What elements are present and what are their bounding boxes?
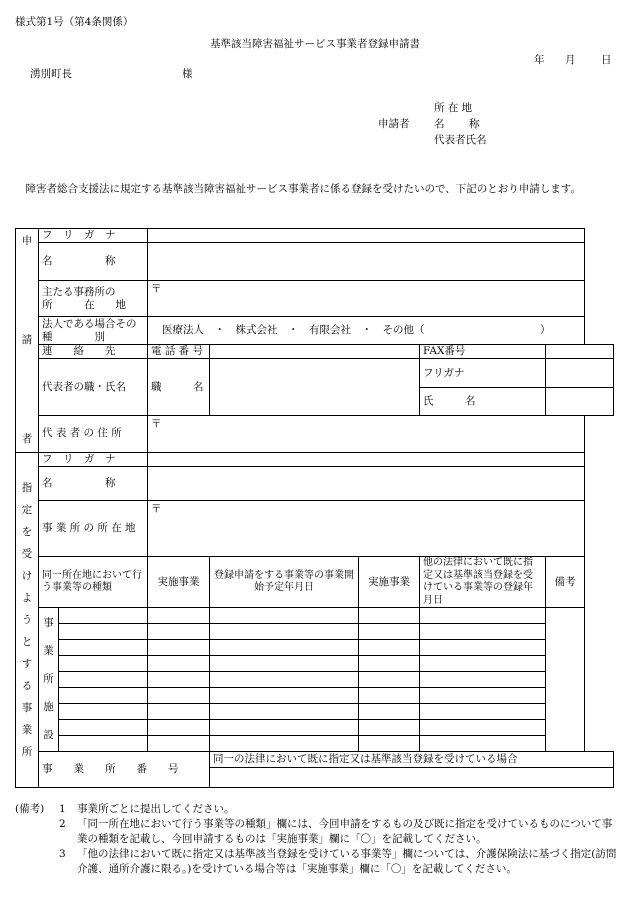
impl2-cell[interactable] [359, 656, 420, 672]
col-header-start-date: 登録申請をする事業等の事業開始予定年月日 [210, 557, 359, 608]
fax-field[interactable] [546, 345, 614, 359]
facility-side-label [16, 453, 39, 788]
side-char: す [21, 657, 33, 670]
remarks-cell[interactable] [546, 608, 585, 752]
side-char: よ [21, 591, 33, 604]
form-number: 様式第1号（第4条関係） [15, 16, 134, 28]
position-label: 職 名 [148, 359, 210, 416]
sub-side-char: 業 [43, 645, 54, 658]
side-char: 所 [21, 745, 33, 758]
impl-cell[interactable] [148, 624, 210, 640]
side-char: け [21, 569, 33, 582]
impl2-cell[interactable] [359, 736, 420, 752]
start-date-cell[interactable] [210, 704, 359, 720]
applicant-address-label: 所 在 地 [434, 102, 473, 114]
impl-cell[interactable] [148, 608, 210, 624]
col-header-impl2: 実施事業 [359, 557, 420, 608]
applicant-name-label: 名 称 [434, 118, 480, 130]
side-char: と [21, 635, 33, 648]
date-year: 年 [534, 54, 545, 66]
notes-label: (備考) [15, 803, 45, 815]
person-name-label: 氏 名 [420, 388, 546, 416]
person-name-field[interactable] [546, 388, 614, 416]
facility-name-label: 名 称 [39, 467, 148, 501]
note-item: (備考) 1 事業所ごとに提出してください。 [15, 803, 235, 815]
side-char: 業 [21, 723, 33, 736]
impl-cell[interactable] [148, 720, 210, 736]
name-label: 名 称 [39, 243, 148, 281]
type-cell[interactable] [59, 704, 148, 720]
other-law-cell[interactable] [420, 624, 546, 640]
rep-furigana-label: フリガナ [420, 359, 546, 388]
other-law-cell[interactable] [420, 608, 546, 624]
office-number-label: 事 業 所 番 号 [39, 752, 210, 788]
impl-cell[interactable] [148, 704, 210, 720]
side-char: 定 [21, 503, 33, 516]
impl-cell[interactable] [148, 688, 210, 704]
contact-label: 連 絡 先 [39, 345, 148, 359]
sub-side-char: 施 [43, 701, 54, 714]
applicant-label: 申請者 [378, 118, 410, 130]
rep-address-label: 代 表 者 の 住 所 [39, 416, 148, 453]
facility-sub-side-label [39, 608, 59, 752]
side-char: を [21, 525, 33, 538]
notes [15, 802, 617, 877]
note-item: 3 「他の法律において既に指定又は基準該当登録を受けている事業等」欄については、介護保険法に基づく指定(訪問介護、通所介護に限る。)を受けている場合等は「実施事業」欄に「〇」を記載してください。 [59, 847, 617, 875]
impl2-cell[interactable] [359, 624, 420, 640]
main-office-field[interactable] [148, 281, 585, 317]
side-char: る [21, 679, 33, 692]
side-char: 指 [21, 481, 33, 494]
col-header-remarks: 備考 [546, 557, 585, 608]
impl2-cell[interactable] [359, 672, 420, 688]
postal-mark: 〒 [151, 283, 162, 296]
applicant-side-label: 申 請 者 [16, 229, 39, 453]
other-law-cell[interactable] [420, 720, 546, 736]
impl2-cell[interactable] [359, 608, 420, 624]
start-date-cell[interactable] [210, 608, 359, 624]
type-cell[interactable] [59, 688, 148, 704]
corp-type-options[interactable]: 医療法人 ・ 株式会社 ・ 有限会社 ・ その他（ ） [148, 317, 585, 345]
addressee: 湧別町長 [30, 68, 72, 80]
sub-side-char: 設 [43, 729, 54, 742]
start-date-cell[interactable] [210, 656, 359, 672]
type-cell[interactable] [59, 720, 148, 736]
facility-furigana-field[interactable] [148, 453, 585, 467]
intro-text: 障害者総合支援法に規定する基準該当障害福祉サービス事業者に係る登録を受けたいので、下記のとおり申請します。 [25, 183, 581, 195]
applicant-rep-label: 代表者氏名 [434, 134, 487, 146]
other-law-cell[interactable] [420, 672, 546, 688]
side-char: 事 [21, 701, 33, 714]
type-cell[interactable] [59, 736, 148, 752]
page-title: 基準該当障害福祉サービス事業者登録申請書 [210, 38, 420, 50]
side-char: う [21, 613, 33, 626]
application-table [15, 228, 614, 788]
furigana-field[interactable] [148, 229, 585, 243]
impl-cell[interactable] [148, 736, 210, 752]
main-office-label: 主たる事務所の 所 在 地 [39, 281, 148, 317]
phone-label: 電 話 番 号 [148, 345, 210, 359]
start-date-cell[interactable] [210, 624, 359, 640]
type-cell[interactable] [59, 656, 148, 672]
side-char: 受 [21, 547, 33, 560]
impl2-cell[interactable] [359, 640, 420, 656]
name-field[interactable] [148, 243, 585, 281]
start-date-cell[interactable] [210, 736, 359, 752]
start-date-cell[interactable] [210, 720, 359, 736]
rep-title-name-label: 代表者の職・氏名 [39, 359, 148, 416]
office-number-note: 同一の法律において既に指定又は基準該当登録を受けている場合 [210, 752, 614, 768]
furigana-label: フ リ ガ ナ [39, 229, 148, 243]
col-header-impl: 実施事業 [148, 557, 210, 608]
facility-address-field[interactable] [148, 501, 585, 557]
other-law-cell[interactable] [420, 704, 546, 720]
type-cell[interactable] [59, 624, 148, 640]
other-law-cell[interactable] [420, 688, 546, 704]
fax-label: FAX番号 [420, 345, 546, 359]
impl2-cell[interactable] [359, 720, 420, 736]
impl-cell[interactable] [148, 640, 210, 656]
other-law-cell[interactable] [420, 640, 546, 656]
postal-mark: 〒 [151, 418, 162, 430]
start-date-cell[interactable] [210, 640, 359, 656]
start-date-cell[interactable] [210, 688, 359, 704]
other-law-cell[interactable] [420, 736, 546, 752]
office-number-field[interactable] [210, 768, 614, 788]
impl-cell[interactable] [148, 672, 210, 688]
start-date-cell[interactable] [210, 672, 359, 688]
impl2-cell[interactable] [359, 704, 420, 720]
type-cell[interactable] [59, 672, 148, 688]
type-cell[interactable] [59, 640, 148, 656]
rep-furigana-field[interactable] [546, 359, 614, 388]
date-day: 日 [601, 54, 612, 66]
impl-cell[interactable] [148, 656, 210, 672]
type-cell[interactable] [59, 608, 148, 624]
facility-furigana-label: フ リ ガ ナ [39, 453, 148, 467]
sub-side-char: 所 [43, 673, 54, 686]
note-item: 2 「同一所在地において行う事業等の種類」欄には、今回申請をするもの及び既に指定を受けているものについて事業の種類を記載し、今回申請するものは「実施事業」欄に「〇」を記載してください。 [59, 817, 613, 845]
phone-field[interactable] [210, 345, 420, 359]
honorific: 様 [182, 68, 193, 80]
facility-name-field[interactable] [148, 467, 585, 501]
other-law-cell[interactable] [420, 656, 546, 672]
sub-side-char: 事 [43, 617, 54, 630]
corp-type-label: 法人である場合その 種 別 [39, 317, 148, 345]
col-header-types: 同一所在地において行う事業等の種類 [39, 557, 148, 608]
impl2-cell[interactable] [359, 688, 420, 704]
position-field[interactable] [210, 359, 420, 416]
col-header-other-law: 他の法律において既に指定又は基準該当登録を受けている事業等の登録年月日 [420, 557, 546, 608]
rep-address-field[interactable] [148, 416, 585, 453]
facility-address-label: 事 業 所 の 所 在 地 [39, 501, 148, 557]
postal-mark: 〒 [151, 503, 162, 516]
date-month: 月 [565, 54, 576, 66]
